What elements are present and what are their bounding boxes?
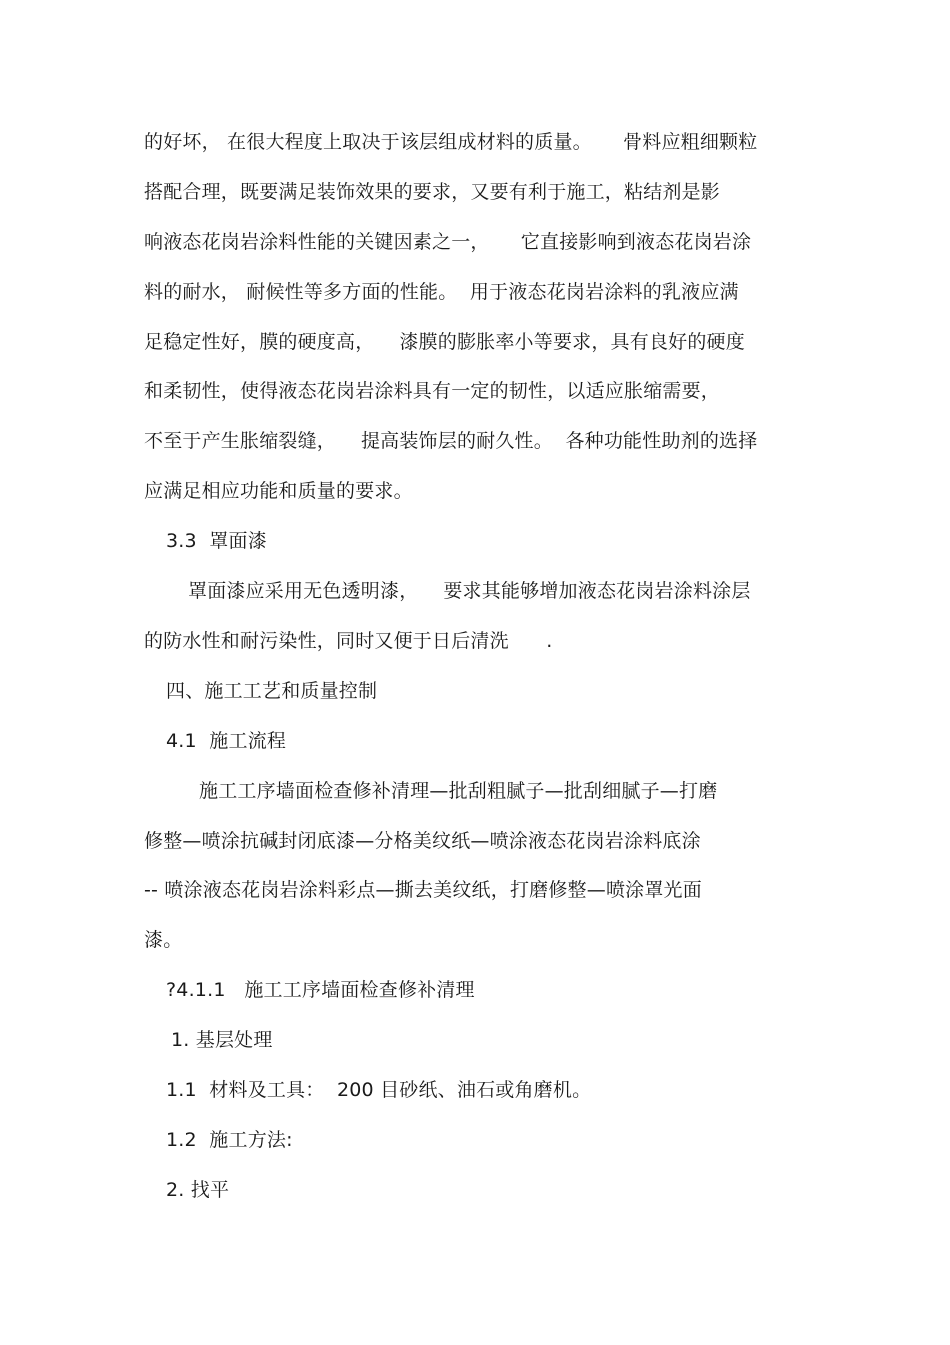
paragraph-line: 的好坏， 在很大程度上取决于该层组成材料的质量。 骨料应粗细颗粒 — [144, 131, 758, 153]
list-item-heading: 2. 找平 — [166, 1179, 230, 1201]
paragraph-line: 料的耐水， 耐候性等多方面的性能。 用于液态花岗岩涂料的乳液应满 — [144, 281, 739, 303]
list-item: 1.2 施工方法: — [166, 1129, 293, 1151]
paragraph-line: -- 喷涂液态花岗岩涂料彩点—撕去美纹纸，打磨修整—喷涂罩光面 — [144, 879, 702, 901]
chapter-heading: 四、施工工艺和质量控制 — [166, 680, 378, 702]
paragraph-line: 应满足相应功能和质量的要求。 — [144, 480, 413, 502]
paragraph-line: 罩面漆应采用无色透明漆， 要求其能够增加液态花岗岩涂料涂层 — [188, 580, 751, 602]
paragraph-line: 施工工序墙面检查修补清理—批刮粗腻子—批刮细腻子—打磨 — [199, 780, 718, 802]
paragraph-line: 不至于产生胀缩裂缝， 提高装饰层的耐久性。 各种功能性助剂的选择 — [144, 430, 758, 452]
paragraph-line: 的防水性和耐污染性，同时又便于日后清洗 . — [144, 630, 553, 652]
list-item: 1.1 材料及工具： 200 目砂纸、油石或角磨机。 — [166, 1079, 592, 1101]
section-heading: 3.3 罩面漆 — [166, 530, 267, 552]
section-heading: 4.1 施工流程 — [166, 730, 287, 752]
paragraph-line: 漆。 — [144, 929, 183, 951]
paragraph-line: 和柔韧性，使得液态花岗岩涂料具有一定的韧性，以适应胀缩需要， — [144, 380, 721, 402]
paragraph-line: 修整—喷涂抗碱封闭底漆—分格美纹纸—喷涂液态花岗岩涂料底涂 — [144, 830, 701, 852]
paragraph-line: 响液态花岗岩涂料性能的关键因素之一， 它直接影响到液态花岗岩涂 — [144, 231, 752, 253]
paragraph-line: 足稳定性好，膜的硬度高， 漆膜的膨胀率小等要求，具有良好的硬度 — [144, 331, 745, 353]
list-item-heading: 1. 基层处理 — [171, 1029, 273, 1051]
paragraph-line: 搭配合理，既要满足装饰效果的要求，又要有利于施工，粘结剂是影 — [144, 181, 721, 203]
subsection-heading: ?4.1.1 施工工序墙面检查修补清理 — [166, 979, 475, 1001]
